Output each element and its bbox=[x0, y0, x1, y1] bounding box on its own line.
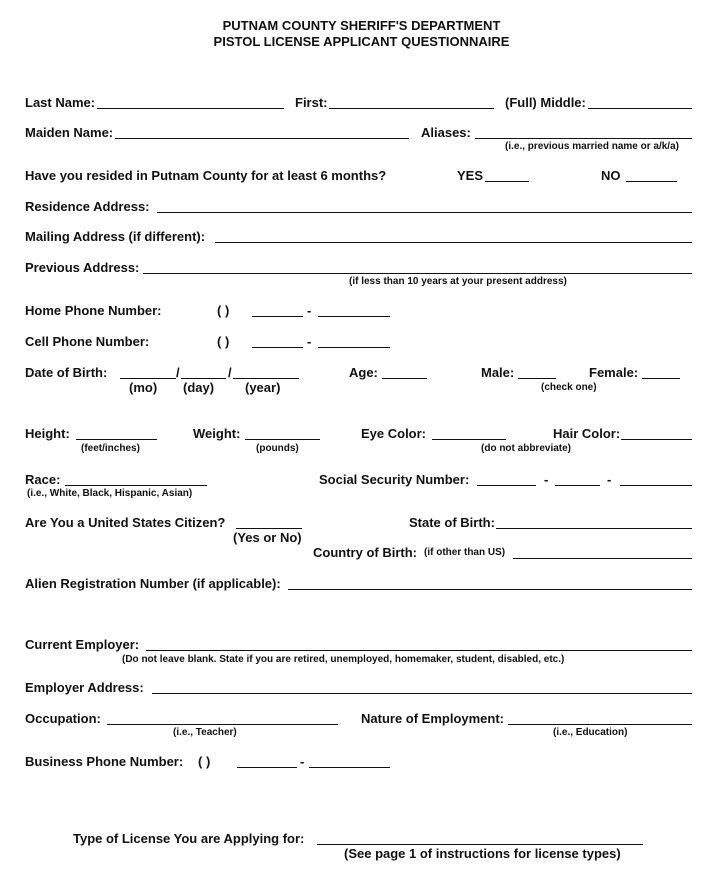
dob-month-field[interactable] bbox=[120, 378, 176, 379]
aliases-note: (i.e., previous married name or a/k/a) bbox=[505, 141, 679, 152]
eye-color-field[interactable] bbox=[432, 439, 506, 440]
alien-registration-label: Alien Registration Number (if applicable): bbox=[25, 576, 281, 591]
age-label: Age: bbox=[349, 365, 378, 380]
resided-yes-field[interactable] bbox=[485, 181, 529, 182]
business-phone-area-paren: ( ) bbox=[198, 754, 211, 769]
weight-field[interactable] bbox=[245, 439, 320, 440]
resided-question: Have you resided in Putnam County for at least 6 months? bbox=[25, 168, 387, 183]
ssn-dash-2: - bbox=[607, 472, 612, 487]
resided-no-field[interactable] bbox=[626, 181, 677, 182]
female-field[interactable] bbox=[642, 378, 680, 379]
license-type-label: Type of License You are Applying for: bbox=[73, 831, 305, 846]
form-title-line2: PISTOL LICENSE APPLICANT QUESTIONNAIRE bbox=[213, 34, 510, 49]
country-of-birth-field[interactable] bbox=[513, 558, 692, 559]
business-phone-line-field[interactable] bbox=[309, 767, 390, 768]
dob-year-field[interactable] bbox=[233, 378, 299, 379]
dob-month-note: (mo) bbox=[129, 380, 158, 395]
business-phone-dash: - bbox=[300, 754, 305, 769]
license-type-note: (See page 1 of instructions for license types) bbox=[344, 846, 621, 861]
last-name-label: Last Name: bbox=[25, 95, 96, 110]
cell-phone-label: Cell Phone Number: bbox=[25, 334, 150, 349]
employer-address-field[interactable] bbox=[152, 693, 692, 694]
cell-phone-line-field[interactable] bbox=[318, 347, 390, 348]
maiden-name-field[interactable] bbox=[115, 138, 409, 139]
maiden-name-label: Maiden Name: bbox=[25, 125, 114, 140]
ssn-part3-field[interactable] bbox=[620, 485, 692, 486]
residence-address-label: Residence Address: bbox=[25, 199, 150, 214]
middle-name-label: (Full) Middle: bbox=[505, 95, 586, 110]
home-phone-line-field[interactable] bbox=[318, 316, 390, 317]
first-name-field[interactable] bbox=[329, 108, 494, 109]
aliases-label: Aliases: bbox=[421, 125, 471, 140]
residence-address-field[interactable] bbox=[157, 212, 692, 213]
home-phone-area-paren: ( ) bbox=[217, 303, 230, 318]
ssn-label: Social Security Number: bbox=[319, 472, 470, 487]
hair-color-field[interactable] bbox=[621, 439, 692, 440]
mailing-address-label: Mailing Address (if different): bbox=[25, 229, 206, 244]
dob-slash-1: / bbox=[176, 365, 180, 380]
business-phone-prefix-field[interactable] bbox=[237, 767, 297, 768]
occupation-label: Occupation: bbox=[25, 711, 101, 726]
home-phone-dash: - bbox=[307, 303, 312, 318]
sex-note: (check one) bbox=[541, 382, 597, 393]
weight-note: (pounds) bbox=[256, 443, 299, 454]
aliases-field[interactable] bbox=[475, 138, 692, 139]
previous-address-label: Previous Address: bbox=[25, 260, 140, 275]
dob-year-note: (year) bbox=[245, 380, 281, 395]
form-title-line1: PUTNAM COUNTY SHERIFF'S DEPARTMENT bbox=[222, 18, 501, 33]
current-employer-label: Current Employer: bbox=[25, 637, 140, 652]
previous-address-field[interactable] bbox=[143, 273, 692, 274]
nature-employment-label: Nature of Employment: bbox=[361, 711, 505, 726]
state-of-birth-label: State of Birth: bbox=[409, 515, 495, 530]
height-note: (feet/inches) bbox=[81, 443, 140, 454]
hair-color-label: Hair Color: bbox=[553, 426, 621, 441]
us-citizen-field[interactable] bbox=[236, 528, 302, 529]
ssn-part2-field[interactable] bbox=[555, 485, 600, 486]
dob-day-field[interactable] bbox=[181, 378, 226, 379]
previous-address-note: (if less than 10 years at your present address) bbox=[349, 276, 567, 287]
business-phone-label: Business Phone Number: bbox=[25, 754, 184, 769]
weight-label: Weight: bbox=[193, 426, 241, 441]
race-field[interactable] bbox=[65, 485, 207, 486]
dob-day-note: (day) bbox=[183, 380, 215, 395]
resided-no-label: NO bbox=[601, 168, 621, 183]
occupation-field[interactable] bbox=[107, 724, 338, 725]
cell-phone-area-paren: ( ) bbox=[217, 334, 230, 349]
dob-label: Date of Birth: bbox=[25, 365, 108, 380]
male-field[interactable] bbox=[518, 378, 556, 379]
mailing-address-field[interactable] bbox=[215, 242, 692, 243]
ssn-dash-1: - bbox=[544, 472, 549, 487]
home-phone-prefix-field[interactable] bbox=[252, 316, 303, 317]
first-name-label: First: bbox=[295, 95, 328, 110]
eye-color-note: (do not abbreviate) bbox=[481, 443, 572, 454]
cell-phone-prefix-field[interactable] bbox=[252, 347, 303, 348]
state-of-birth-field[interactable] bbox=[496, 528, 692, 529]
nature-employment-field[interactable] bbox=[508, 724, 692, 725]
occupation-note: (i.e., Teacher) bbox=[173, 727, 237, 738]
race-label: Race: bbox=[25, 472, 61, 487]
alien-registration-field[interactable] bbox=[288, 589, 692, 590]
employer-address-label: Employer Address: bbox=[25, 680, 144, 695]
female-label: Female: bbox=[589, 365, 639, 380]
male-label: Male: bbox=[481, 365, 515, 380]
age-field[interactable] bbox=[382, 378, 427, 379]
race-note: (i.e., White, Black, Hispanic, Asian) bbox=[27, 488, 193, 499]
dob-slash-2: / bbox=[228, 365, 232, 380]
home-phone-label: Home Phone Number: bbox=[25, 303, 162, 318]
height-field[interactable] bbox=[76, 439, 157, 440]
country-of-birth-label: Country of Birth: bbox=[313, 545, 417, 560]
middle-name-field[interactable] bbox=[588, 108, 692, 109]
current-employer-note: (Do not leave blank. State if you are retired, unemployed, homemaker, student, disabled, etc.) bbox=[122, 654, 565, 665]
current-employer-field[interactable] bbox=[146, 650, 692, 651]
country-of-birth-note: (if other than US) bbox=[424, 547, 506, 558]
license-type-field[interactable] bbox=[317, 844, 643, 845]
ssn-part1-field[interactable] bbox=[477, 485, 536, 486]
cell-phone-dash: - bbox=[307, 334, 312, 349]
height-label: Height: bbox=[25, 426, 70, 441]
us-citizen-label: Are You a United States Citizen? bbox=[25, 515, 226, 530]
us-citizen-note: (Yes or No) bbox=[233, 530, 302, 545]
nature-employment-note: (i.e., Education) bbox=[553, 727, 628, 738]
last-name-field[interactable] bbox=[97, 108, 284, 109]
eye-color-label: Eye Color: bbox=[361, 426, 427, 441]
resided-yes-label: YES bbox=[457, 168, 484, 183]
